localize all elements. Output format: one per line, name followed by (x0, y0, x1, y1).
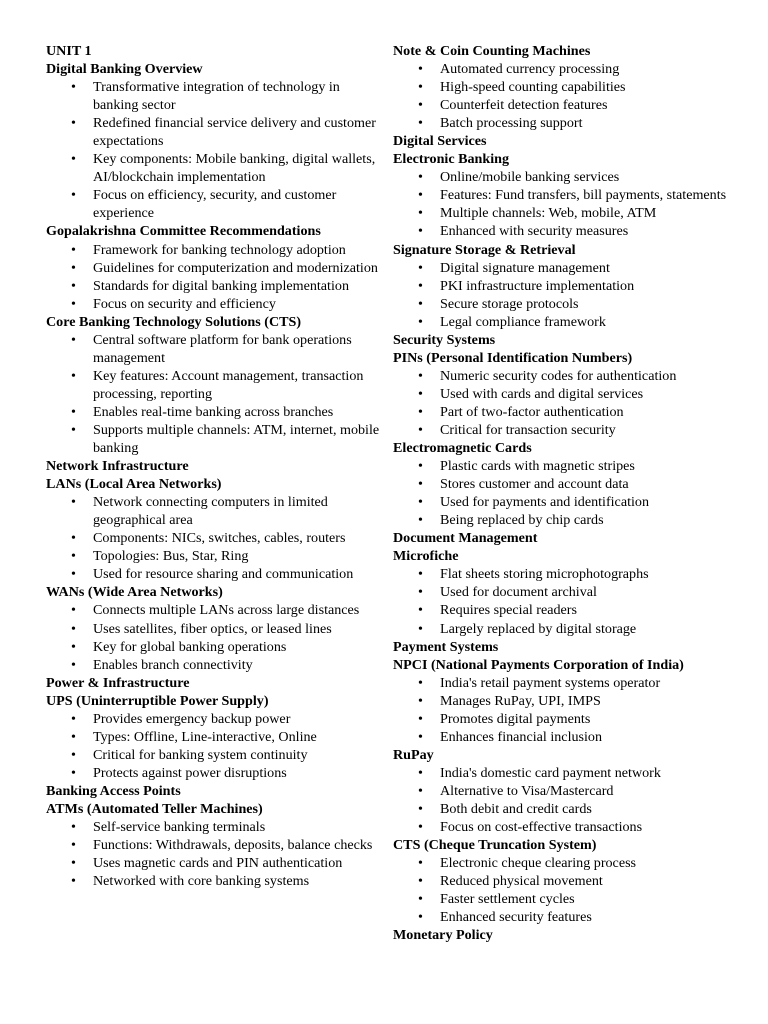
bullet-item: • Networked with core banking systems (93, 872, 381, 890)
bullet-item: • Central software platform for bank operations management (93, 331, 381, 367)
section-heading-digital-banking-overview: Digital Banking Overview (46, 61, 203, 78)
bullet-item: • Digital signature management (440, 259, 733, 277)
bullet-item: • Used with cards and digital services (440, 385, 733, 403)
bullet-item: • Plastic cards with magnetic stripes (440, 457, 733, 475)
section-heading-power-infrastructure: Power & Infrastructure (46, 674, 190, 691)
section-heading-monetary-policy: Monetary Policy (393, 927, 493, 944)
bullet-item: • Enables real-time banking across branches (93, 403, 381, 421)
bullet-item: • Enables branch connectivity (93, 656, 381, 674)
bullet-item: • Legal compliance framework (440, 313, 733, 331)
bullet-item: • Components: NICs, switches, cables, routers (93, 529, 381, 547)
bullet-item: • Electronic cheque clearing process (440, 854, 733, 872)
bullet-item: • Key features: Account management, transaction processing, reporting (93, 367, 381, 403)
bullet-list (393, 259, 733, 331)
bullet-item: • PKI infrastructure implementation (440, 277, 733, 295)
section-heading-signature-storage-retrieval: Signature Storage & Retrieval (393, 241, 576, 258)
bullet-list (393, 854, 733, 926)
bullet-list (393, 60, 733, 132)
bullet-item: • Guidelines for computerization and modernization (93, 259, 381, 277)
bullet-item: • India's domestic card payment network (440, 764, 733, 782)
bullet-list (46, 331, 381, 457)
bullet-list (393, 565, 733, 637)
bullet-item: • Types: Offline, Line-interactive, Online (93, 728, 381, 746)
bullet-list (393, 674, 733, 746)
bullet-item: • Batch processing support (440, 114, 733, 132)
section-heading-rupay: RuPay (393, 746, 434, 763)
bullet-item: • Stores customer and account data (440, 475, 733, 493)
bullet-item: • Topologies: Bus, Star, Ring (93, 547, 381, 565)
bullet-item: • Enhanced with security measures (440, 222, 733, 240)
section-heading-gopalakrishna-committee-recommendations: Gopalakrishna Committee Recommendations (46, 223, 321, 240)
section-heading-network-infrastructure: Network Infrastructure (46, 458, 189, 475)
section-heading-ups-uninterruptible-power-supply: UPS (Uninterruptible Power Supply) (46, 692, 269, 709)
bullet-item: • Faster settlement cycles (440, 890, 733, 908)
bullet-list (46, 493, 381, 583)
bullet-item: • Framework for banking technology adoption (93, 241, 381, 259)
bullet-item: • Uses satellites, fiber optics, or leased lines (93, 620, 381, 638)
bullet-item: • Requires special readers (440, 601, 733, 619)
section-heading-cts-cheque-truncation-system: CTS (Cheque Truncation System) (393, 837, 597, 854)
section-heading-atms-automated-teller-machines: ATMs (Automated Teller Machines) (46, 800, 263, 817)
section-heading-security-systems: Security Systems (393, 331, 496, 348)
bullet-item: • Promotes digital payments (440, 710, 733, 728)
bullet-item: • Critical for transaction security (440, 421, 733, 439)
bullet-item: • Secure storage protocols (440, 295, 733, 313)
bullet-item: • Uses magnetic cards and PIN authentication (93, 854, 381, 872)
bullet-list (393, 168, 733, 240)
section-heading-wans-wide-area-networks: WANs (Wide Area Networks) (46, 584, 223, 601)
bullet-item: • Protects against power disruptions (93, 764, 381, 782)
bullet-item: • Focus on efficiency, security, and customer experience (93, 186, 381, 222)
bullet-item: • Manages RuPay, UPI, IMPS (440, 692, 733, 710)
section-heading-microfiche: Microfiche (393, 548, 459, 565)
bullet-item: • High-speed counting capabilities (440, 78, 733, 96)
bullet-item: • Supports multiple channels: ATM, internet, mobile banking (93, 421, 381, 457)
section-heading-electronic-banking: Electronic Banking (393, 151, 510, 168)
section-heading-note-coin-counting-machines: Note & Coin Counting Machines (393, 43, 591, 59)
bullet-item: • Standards for digital banking implementation (93, 277, 381, 295)
bullet-item: • Numeric security codes for authentication (440, 367, 733, 385)
left-column (46, 42, 381, 890)
section-heading-core-banking-technology-solutions-cts: Core Banking Technology Solutions (CTS) (46, 313, 302, 330)
bullet-item: • Connects multiple LANs across large distances (93, 601, 381, 619)
bullet-item: • Counterfeit detection features (440, 96, 733, 114)
bullet-item: • Enhances financial inclusion (440, 728, 733, 746)
bullet-list (46, 818, 381, 890)
section-heading-npci-national-payments-corporation-of-india: NPCI (National Payments Corporation of India) (393, 656, 684, 673)
section-heading-unit-1: UNIT 1 (46, 43, 92, 59)
bullet-item: • Multiple channels: Web, mobile, ATM (440, 204, 733, 222)
section-heading-lans-local-area-networks: LANs (Local Area Networks) (46, 476, 222, 493)
bullet-list (393, 367, 733, 439)
bullet-list (46, 241, 381, 313)
bullet-item: • Functions: Withdrawals, deposits, balance checks (93, 836, 381, 854)
bullet-item: • Focus on cost-effective transactions (440, 818, 733, 836)
bullet-list (393, 764, 733, 836)
section-heading-document-management: Document Management (393, 530, 538, 547)
bullet-item: • Redefined financial service delivery and customer expectations (93, 114, 381, 150)
bullet-item: • India's retail payment systems operator (440, 674, 733, 692)
bullet-item: • Flat sheets storing microphotographs (440, 565, 733, 583)
bullet-item: • Critical for banking system continuity (93, 746, 381, 764)
bullet-item: • Used for payments and identification (440, 493, 733, 511)
bullet-list (46, 710, 381, 782)
bullet-item: • Alternative to Visa/Mastercard (440, 782, 733, 800)
right-column (393, 42, 733, 944)
bullet-item: • Being replaced by chip cards (440, 511, 733, 529)
bullet-list (46, 78, 381, 222)
bullet-item: • Key components: Mobile banking, digital wallets, AI/blockchain implementation (93, 150, 381, 186)
bullet-item: • Self-service banking terminals (93, 818, 381, 836)
bullet-item: • Features: Fund transfers, bill payments, statements (440, 186, 733, 204)
bullet-item: • Part of two-factor authentication (440, 403, 733, 421)
section-heading-payment-systems: Payment Systems (393, 638, 499, 655)
bullet-item: • Transformative integration of technology in banking sector (93, 78, 381, 114)
bullet-item: • Online/mobile banking services (440, 168, 733, 186)
section-heading-banking-access-points: Banking Access Points (46, 782, 181, 799)
bullet-item: • Both debit and credit cards (440, 800, 733, 818)
section-heading-electromagnetic-cards: Electromagnetic Cards (393, 440, 532, 457)
bullet-item: • Enhanced security features (440, 908, 733, 926)
bullet-list (393, 457, 733, 529)
bullet-item: • Focus on security and efficiency (93, 295, 381, 313)
bullet-item: • Reduced physical movement (440, 872, 733, 890)
bullet-list (46, 601, 381, 673)
section-heading-digital-services: Digital Services (393, 133, 487, 150)
bullet-item: • Largely replaced by digital storage (440, 620, 733, 638)
bullet-item: • Key for global banking operations (93, 638, 381, 656)
bullet-item: • Network connecting computers in limited geographical area (93, 493, 381, 529)
bullet-item: • Provides emergency backup power (93, 710, 381, 728)
bullet-item: • Used for resource sharing and communication (93, 565, 381, 583)
bullet-item: • Used for document archival (440, 583, 733, 601)
section-heading-pins-personal-identification-numbers: PINs (Personal Identification Numbers) (393, 349, 633, 366)
bullet-item: • Automated currency processing (440, 60, 733, 78)
